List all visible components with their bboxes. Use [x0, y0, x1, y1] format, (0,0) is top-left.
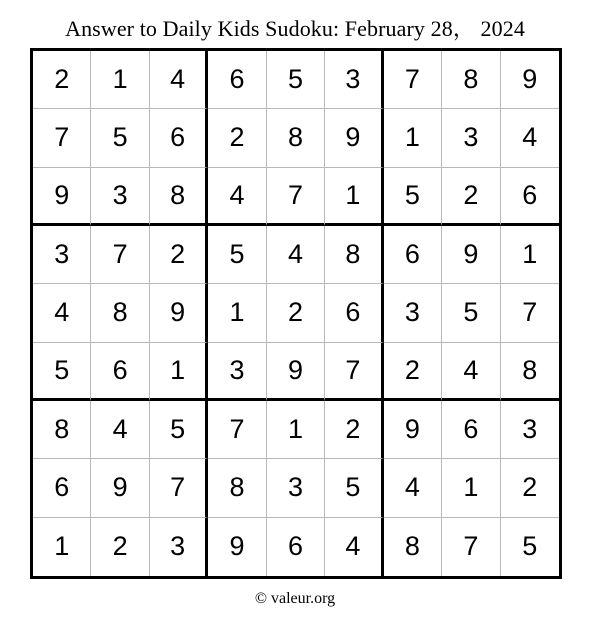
sudoku-cell-r9-c3: 3	[150, 518, 208, 576]
sudoku-cell-r2-c2: 5	[91, 109, 149, 167]
sudoku-cell-r8-c6: 5	[325, 459, 383, 517]
sudoku-cell-r5-c8: 5	[442, 284, 500, 342]
sudoku-cell-r2-c3: 6	[150, 109, 208, 167]
sudoku-cell-r5-c6: 6	[325, 284, 383, 342]
sudoku-cell-r3-c2: 3	[91, 168, 149, 226]
sudoku-cell-r6-c4: 3	[208, 343, 266, 401]
sudoku-cell-r2-c6: 9	[325, 109, 383, 167]
sudoku-cell-r8-c8: 1	[442, 459, 500, 517]
sudoku-cell-r1-c3: 4	[150, 51, 208, 109]
sudoku-cell-r3-c6: 1	[325, 168, 383, 226]
sudoku-cell-r1-c9: 9	[501, 51, 559, 109]
sudoku-cell-r8-c3: 7	[150, 459, 208, 517]
sudoku-cell-r5-c4: 1	[208, 284, 266, 342]
sudoku-cell-r9-c6: 4	[325, 518, 383, 576]
copyright-footer: © valeur.org	[254, 590, 336, 607]
sudoku-cell-r5-c2: 8	[91, 284, 149, 342]
sudoku-cell-r7-c7: 9	[384, 401, 442, 459]
sudoku-cell-r1-c6: 3	[325, 51, 383, 109]
sudoku-cell-r8-c1: 6	[33, 459, 91, 517]
sudoku-cell-r2-c9: 4	[501, 109, 559, 167]
sudoku-cell-r9-c1: 1	[33, 518, 91, 576]
sudoku-cell-r1-c1: 2	[33, 51, 91, 109]
sudoku-cell-r2-c7: 1	[384, 109, 442, 167]
sudoku-cell-r5-c7: 3	[384, 284, 442, 342]
sudoku-cell-r6-c3: 1	[150, 343, 208, 401]
sudoku-cell-r6-c8: 4	[442, 343, 500, 401]
sudoku-cell-r4-c9: 1	[501, 226, 559, 284]
sudoku-cell-r7-c8: 6	[442, 401, 500, 459]
sudoku-cell-r5-c3: 9	[150, 284, 208, 342]
sudoku-cell-r7-c9: 3	[501, 401, 559, 459]
sudoku-cell-r4-c1: 3	[33, 226, 91, 284]
sudoku-cell-r1-c4: 6	[208, 51, 266, 109]
sudoku-cell-r7-c3: 5	[150, 401, 208, 459]
sudoku-cell-r8-c9: 2	[501, 459, 559, 517]
sudoku-cell-r4-c5: 4	[267, 226, 325, 284]
sudoku-cell-r3-c1: 9	[33, 168, 91, 226]
sudoku-cell-r6-c1: 5	[33, 343, 91, 401]
sudoku-cell-r9-c9: 5	[522, 531, 538, 562]
sudoku-cell-r2-c5: 8	[267, 109, 325, 167]
sudoku-cell-r4-c8: 9	[442, 226, 500, 284]
sudoku-cell-r9-c4: 9	[208, 518, 266, 576]
sudoku-cell-r6-c7: 2	[384, 343, 442, 401]
sudoku-cell-r8-c7: 4	[384, 459, 442, 517]
sudoku-cell-r4-c4: 5	[208, 226, 266, 284]
sudoku-cell-r8-c4: 8	[208, 459, 266, 517]
puzzle-title: Answer to Daily Kids Sudoku: February 28， 2024	[65, 16, 525, 41]
sudoku-cell-r9-c8: 7	[442, 518, 500, 576]
sudoku-cell-r9-c7: 8	[384, 518, 442, 576]
sudoku-cell-r4-c3: 2	[150, 226, 208, 284]
sudoku-cell-r4-c7: 6	[384, 226, 442, 284]
sudoku-cell-r4-c2: 7	[91, 226, 149, 284]
sudoku-board	[30, 48, 562, 579]
sudoku-cell-r7-c2: 4	[91, 401, 149, 459]
sudoku-cell-r6-c9: 8	[501, 343, 559, 401]
sudoku-cell-r9-c2: 2	[91, 518, 149, 576]
sudoku-cell-r5-c1: 4	[33, 284, 91, 342]
sudoku-cell-r6-c2: 6	[91, 343, 149, 401]
sudoku-cell-r8-c5: 3	[267, 459, 325, 517]
sudoku-cell-r3-c4: 4	[208, 168, 266, 226]
sudoku-cell-r2-c4: 2	[208, 109, 266, 167]
sudoku-cell-r6-c6: 7	[325, 343, 383, 401]
sudoku-cell-r7-c4: 7	[208, 401, 266, 459]
sudoku-cell-r1-c8: 8	[442, 51, 500, 109]
sudoku-cell-r3-c9: 6	[501, 168, 559, 226]
sudoku-cell-r3-c7: 5	[384, 168, 442, 226]
sudoku-cell-r5-c5: 2	[267, 284, 325, 342]
sudoku-cell-r6-c5: 9	[267, 343, 325, 401]
sudoku-cell-r1-c5: 5	[267, 51, 325, 109]
sudoku-cell-r7-c6: 2	[325, 401, 383, 459]
sudoku-cell-r1-c7: 7	[384, 51, 442, 109]
sudoku-cell-r2-c8: 3	[442, 109, 500, 167]
sudoku-cell-r5-c9: 7	[501, 284, 559, 342]
sudoku-cell-r8-c2: 9	[91, 459, 149, 517]
sudoku-cell-r2-c1: 7	[33, 109, 91, 167]
sudoku-cell-r3-c3: 8	[150, 168, 208, 226]
sudoku-cell-r9-c5: 6	[267, 518, 325, 576]
sudoku-cell-r7-c5: 1	[267, 401, 325, 459]
sudoku-cell-r4-c6: 8	[325, 226, 383, 284]
sudoku-cell-r1-c2: 1	[91, 51, 149, 109]
sudoku-cell-r3-c8: 2	[442, 168, 500, 226]
sudoku-cell-r7-c1: 8	[33, 401, 91, 459]
sudoku-cell-r3-c5: 7	[267, 168, 325, 226]
